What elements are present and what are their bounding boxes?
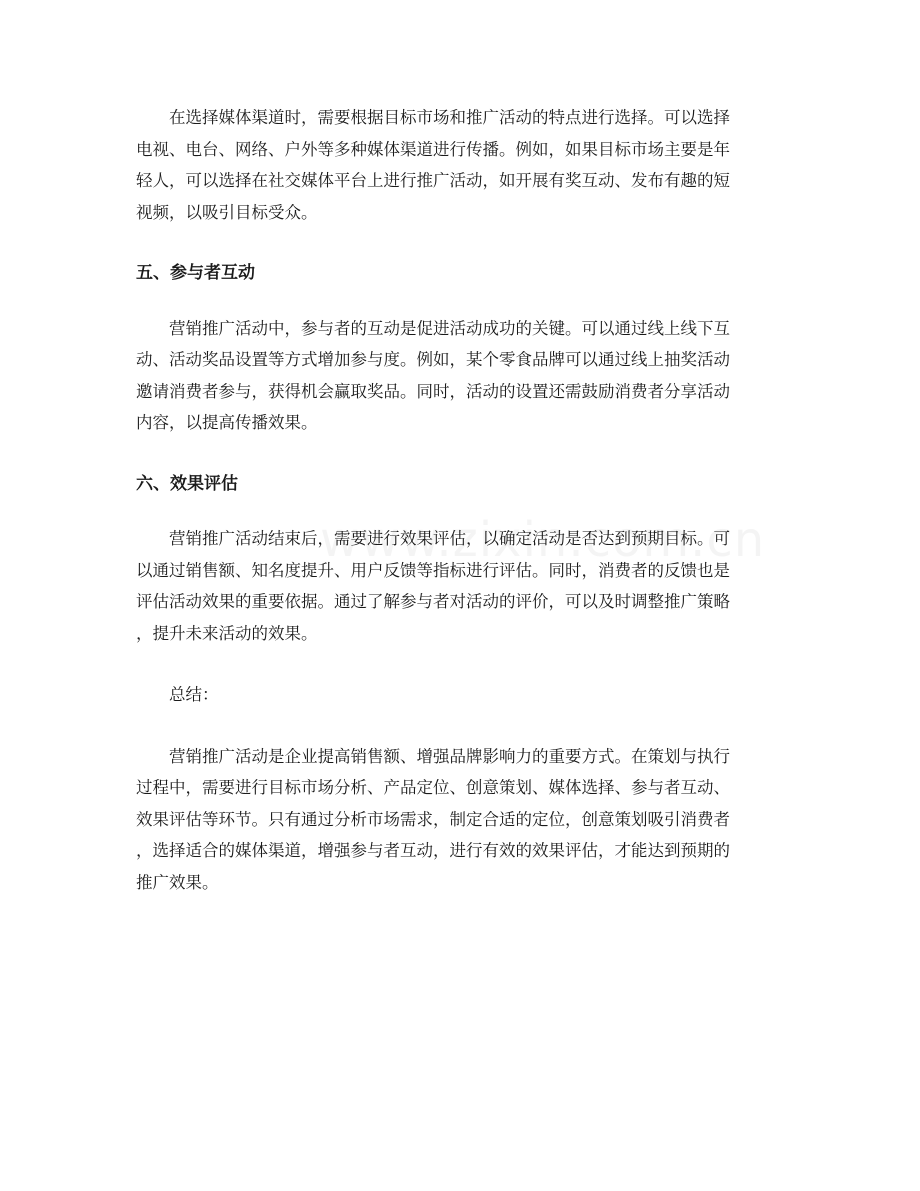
paragraph-line: 动、活动奖品设置等方式增加参与度。例如，某个零食品牌可以通过线上抽奖活动 — [136, 350, 730, 369]
paragraph-effect-evaluation — [136, 523, 788, 649]
paragraph-line: 过程中，需要进行目标市场分析、产品定位、创意策划、媒体选择、参与者互动、 — [136, 778, 730, 797]
paragraph-line: 总结： — [169, 685, 219, 704]
paragraph-line: 轻人，可以选择在社交媒体平台上进行推广活动，如开展有奖互动、发布有趣的短 — [136, 171, 730, 190]
paragraph-line: 内容，以提高传播效果。 — [136, 413, 318, 432]
paragraph-line: 在选择媒体渠道时，需要根据目标市场和推广活动的特点进行选择。可以选择 — [169, 108, 730, 127]
paragraph-line: 效果评估等环节。只有通过分析市场需求，制定合适的定位，创意策划吸引消费者 — [136, 809, 730, 829]
paragraph-line: 营销推广活动结束后，需要进行效果评估，以确定活动是否达到预期目标。可 — [169, 529, 730, 548]
summary-label — [136, 679, 788, 711]
paragraph-line: 推广效果。 — [136, 872, 219, 892]
paragraph-line: 营销推广活动是企业提高销售额、增强品牌影响力的重要方式。在策划与执行 — [169, 746, 730, 766]
paragraph-line: 电视、电台、网络、户外等多种媒体渠道进行传播。例如，如果目标市场主要是年 — [136, 139, 730, 159]
paragraph-line: 营销推广活动中，参与者的互动是促进活动成功的关键。可以通过线上线下互 — [169, 318, 730, 338]
document-body — [136, 102, 788, 898]
paragraph-line: 评估活动效果的重要依据。通过了解参与者对活动的评价，可以及时调整推广策略 — [136, 592, 730, 611]
paragraph-summary — [136, 741, 788, 899]
paragraph-line: 以通过销售额、知名度提升、用户反馈等指标进行评估。同时，消费者的反馈也是 — [136, 560, 730, 580]
paragraph-media-channels — [136, 102, 788, 228]
section-heading-participant-interaction: 五、参与者互动 — [136, 263, 255, 283]
paragraph-line: ，选择适合的媒体渠道，增强参与者互动，进行有效的效果评估，才能达到预期的 — [136, 841, 730, 860]
section-heading-effect-evaluation: 六、效果评估 — [136, 473, 238, 494]
paragraph-participant-interaction — [136, 313, 788, 439]
paragraph-line: 视频，以吸引目标受众。 — [136, 202, 318, 222]
paragraph-line: 邀请消费者参与，获得机会赢取奖品。同时，活动的设置还需鼓励消费者分享活动 — [136, 381, 730, 401]
paragraph-line: ，提升未来活动的效果。 — [136, 623, 318, 643]
